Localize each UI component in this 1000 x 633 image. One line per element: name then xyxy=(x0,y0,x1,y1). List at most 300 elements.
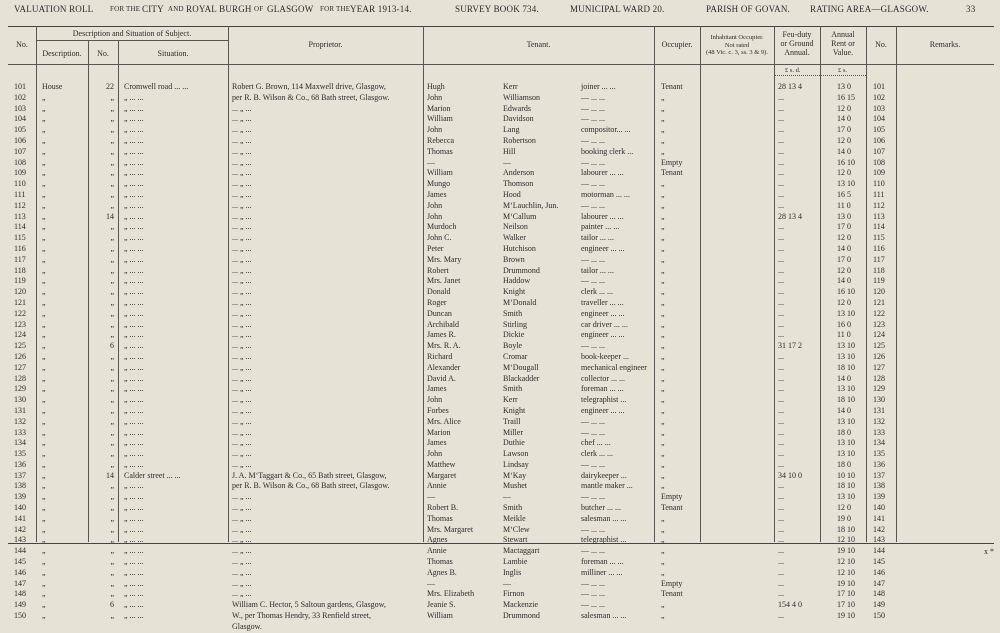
row-tenant-occupation: — ... ... xyxy=(581,578,605,588)
table-row xyxy=(0,114,1000,125)
row-number-right: 141 xyxy=(873,513,885,523)
row-tenant-surname: Duthie xyxy=(503,438,525,448)
row-house-number: „ xyxy=(110,492,114,502)
row-tenant-forename: Mrs. Alice xyxy=(427,416,461,426)
row-situation: „ ... ... xyxy=(124,168,144,178)
table-row xyxy=(0,158,1000,169)
row-number-right: 108 xyxy=(873,157,885,167)
col-header-situation: Situation. xyxy=(157,49,189,58)
row-house-number: „ xyxy=(110,222,114,232)
row-proprietor: ... „ ... xyxy=(232,459,252,469)
header-burgh: ROYAL BURGH xyxy=(186,4,252,14)
row-house-number: 22 xyxy=(106,82,114,91)
row-feu-duty: ... xyxy=(778,222,784,232)
row-house-number: „ xyxy=(110,362,114,372)
row-tenant-forename: William xyxy=(427,168,453,178)
row-annual-rent: 12 0 xyxy=(837,168,851,178)
row-proprietor: ... „ ... xyxy=(232,211,252,221)
row-occupier: „ xyxy=(661,405,665,415)
row-number: 146 xyxy=(14,567,26,577)
row-annual-rent: 12 10 xyxy=(837,567,855,577)
row-situation: „ ... ... xyxy=(124,125,144,135)
row-proprietor: ... „ ... xyxy=(232,438,252,448)
row-description: „ xyxy=(42,567,46,577)
row-description: „ xyxy=(42,405,46,415)
row-occupier: „ xyxy=(661,513,665,523)
row-tenant-surname: Knight xyxy=(503,287,526,297)
row-feu-duty: ... xyxy=(778,287,784,297)
row-number-right: 136 xyxy=(873,459,885,469)
row-occupier: „ xyxy=(661,103,665,113)
row-feu-duty: ... xyxy=(778,265,784,275)
table-row xyxy=(0,438,1000,449)
row-tenant-forename: Donald xyxy=(427,287,451,297)
row-tenant-surname: Edwards xyxy=(503,103,531,113)
table-row xyxy=(0,492,1000,503)
row-description: „ xyxy=(42,135,46,145)
row-description: „ xyxy=(42,395,46,405)
row-tenant-surname: Neilson xyxy=(503,222,528,232)
row-house-number: „ xyxy=(110,427,114,437)
table-row xyxy=(0,320,1000,331)
row-number: 138 xyxy=(14,481,26,491)
row-number-right: 145 xyxy=(873,557,885,567)
row-house-number: „ xyxy=(110,524,114,534)
row-tenant-forename: Matthew xyxy=(427,459,456,469)
row-tenant-forename: John xyxy=(427,395,443,405)
row-number-right: 146 xyxy=(873,567,885,577)
row-number: 145 xyxy=(14,557,26,567)
row-occupier: „ xyxy=(661,567,665,577)
row-tenant-occupation: — ... ... xyxy=(581,114,605,124)
row-situation: Cromwell road ... ... xyxy=(124,82,189,91)
row-tenant-forename: — xyxy=(427,578,435,588)
row-feu-duty: ... xyxy=(778,438,784,448)
row-number-right: 116 xyxy=(873,243,885,253)
row-occupier: „ xyxy=(661,125,665,135)
row-description: „ xyxy=(42,211,46,221)
row-tenant-forename: Mungo xyxy=(427,179,451,189)
row-number: 140 xyxy=(14,503,26,513)
row-feu-duty: ... xyxy=(778,125,784,135)
row-feu-duty: ... xyxy=(778,513,784,523)
row-tenant-occupation: car driver ... ... xyxy=(581,319,628,329)
row-description: „ xyxy=(42,157,46,167)
row-number: 101 xyxy=(14,82,26,91)
row-house-number: „ xyxy=(110,114,114,124)
row-tenant-occupation: — ... ... xyxy=(581,600,605,610)
row-tenant-surname: Smith xyxy=(503,384,523,394)
row-tenant-forename: Robert B. xyxy=(427,503,459,513)
table-row xyxy=(0,374,1000,385)
row-occupier: Empty xyxy=(661,578,683,588)
row-annual-rent: 13 0 xyxy=(837,211,851,221)
row-tenant-forename: James R. xyxy=(427,330,456,340)
row-number-right: 125 xyxy=(873,341,885,351)
row-situation: „ ... ... xyxy=(124,287,144,297)
row-tenant-occupation: painter ... ... xyxy=(581,222,620,232)
row-annual-rent: 13 10 xyxy=(837,416,855,426)
row-situation: „ ... ... xyxy=(124,546,144,556)
row-description: „ xyxy=(42,449,46,459)
row-feu-duty: ... xyxy=(778,114,784,124)
row-tenant-surname: Hood xyxy=(503,189,521,199)
row-occupier: „ xyxy=(661,243,665,253)
row-occupier: „ xyxy=(661,254,665,264)
row-tenant-surname: Williamson xyxy=(503,92,541,102)
row-tenant-occupation: — ... ... xyxy=(581,459,605,469)
row-description: „ xyxy=(42,546,46,556)
row-situation: „ ... ... xyxy=(124,557,144,567)
row-tenant-forename: Mrs. R. A. xyxy=(427,341,461,351)
row-feu-duty: ... xyxy=(778,103,784,113)
row-number-right: 115 xyxy=(873,233,885,243)
row-tenant-forename: Annie xyxy=(427,546,447,556)
row-house-number: „ xyxy=(110,589,114,599)
col-header-rent-line2: Rent or xyxy=(831,39,855,48)
table-row xyxy=(0,579,1000,590)
header-of: OF xyxy=(254,5,264,13)
row-proprietor: ... „ ... xyxy=(232,362,252,372)
table-row xyxy=(0,600,1000,611)
row-number: 124 xyxy=(14,330,26,340)
row-tenant-surname: Smith xyxy=(503,308,523,318)
row-house-number: „ xyxy=(110,297,114,307)
row-tenant-occupation: booking clerk ... xyxy=(581,146,634,156)
row-tenant-surname: Dickie xyxy=(503,330,525,340)
row-tenant-surname: Knight xyxy=(503,405,526,415)
row-situation: „ ... ... xyxy=(124,535,144,545)
row-proprietor: per R. B. Wilson & Co., 68 Bath street, Glasgow. xyxy=(232,92,390,102)
row-feu-duty: ... xyxy=(778,524,784,534)
row-proprietor: ... „ ... xyxy=(232,567,252,577)
table-row xyxy=(0,471,1000,482)
row-tenant-surname: Blackadder xyxy=(503,373,540,383)
row-situation: „ ... ... xyxy=(124,351,144,361)
row-tenant-occupation: labourer ... ... xyxy=(581,168,624,178)
row-description: „ xyxy=(42,470,46,480)
row-tenant-surname: Anderson xyxy=(503,168,535,178)
row-occupier: „ xyxy=(661,427,665,437)
table-row xyxy=(0,298,1000,309)
row-description: „ xyxy=(42,243,46,253)
table-row xyxy=(0,417,1000,428)
header-rule-lower xyxy=(8,64,994,65)
row-tenant-occupation: salesman ... ... xyxy=(581,611,627,621)
row-tenant-forename: Forbes xyxy=(427,405,449,415)
row-number: 103 xyxy=(14,103,26,113)
row-annual-rent: 12 0 xyxy=(837,103,851,113)
row-situation: „ ... ... xyxy=(124,341,144,351)
row-tenant-surname: Mackenzie xyxy=(503,600,539,610)
row-feu-duty: 28 13 4 xyxy=(778,211,802,221)
row-annual-rent: 12 0 xyxy=(837,265,851,275)
row-tenant-forename: James xyxy=(427,438,447,448)
row-occupier: „ xyxy=(661,146,665,156)
row-number: 133 xyxy=(14,427,26,437)
row-occupier: „ xyxy=(661,351,665,361)
row-number: 110 xyxy=(14,179,26,189)
row-situation: „ ... ... xyxy=(124,308,144,318)
row-description: „ xyxy=(42,189,46,199)
row-feu-duty: 31 17 2 xyxy=(778,341,802,351)
table-row xyxy=(0,406,1000,417)
row-situation: „ ... ... xyxy=(124,92,144,102)
row-number: 127 xyxy=(14,362,26,372)
row-house-number: 14 xyxy=(106,211,114,221)
row-tenant-forename: Margaret xyxy=(427,470,457,480)
row-tenant-forename: James xyxy=(427,384,447,394)
row-occupier: „ xyxy=(661,470,665,480)
row-feu-duty: ... xyxy=(778,135,784,145)
col-header-feu-line1: Feu-duty xyxy=(782,30,812,39)
col-header-inhabitant-line1: Inhabitant Occupier. xyxy=(710,34,764,41)
row-proprietor: ... „ ... xyxy=(232,492,252,502)
table-row xyxy=(0,93,1000,104)
row-tenant-surname: Davidson xyxy=(503,114,534,124)
row-annual-rent: 11 0 xyxy=(837,200,851,210)
table-row xyxy=(0,266,1000,277)
row-number-right: 103 xyxy=(873,103,885,113)
row-number-right: 106 xyxy=(873,135,885,145)
row-proprietor: ... „ ... xyxy=(232,114,252,124)
row-number: 105 xyxy=(14,125,26,135)
row-description: „ xyxy=(42,578,46,588)
row-situation: „ ... ... xyxy=(124,405,144,415)
row-occupier: „ xyxy=(661,319,665,329)
row-number: 130 xyxy=(14,395,26,405)
row-annual-rent: 18 10 xyxy=(837,524,855,534)
row-proprietor: ... „ ... xyxy=(232,351,252,361)
row-description: „ xyxy=(42,308,46,318)
row-annual-rent: 13 10 xyxy=(837,308,855,318)
row-description: „ xyxy=(42,92,46,102)
row-number-right: 134 xyxy=(873,438,885,448)
row-tenant-surname: Brown xyxy=(503,254,525,264)
col-header-rent-line3: Value. xyxy=(832,48,854,57)
row-proprietor: ... „ ... xyxy=(232,416,252,426)
table-row xyxy=(0,190,1000,201)
row-tenant-surname: — xyxy=(503,578,511,588)
row-occupier: „ xyxy=(661,395,665,405)
row-house-number: „ xyxy=(110,233,114,243)
row-annual-rent: 13 10 xyxy=(837,341,855,351)
row-occupier: „ xyxy=(661,449,665,459)
row-feu-duty: ... xyxy=(778,427,784,437)
row-description: „ xyxy=(42,362,46,372)
row-feu-duty: ... xyxy=(778,567,784,577)
row-feu-duty: ... xyxy=(778,578,784,588)
row-tenant-surname: M‘Kay xyxy=(503,470,527,480)
row-proprietor: per R. B. Wilson & Co., 68 Bath street, Glasgow. xyxy=(232,481,390,491)
table-row xyxy=(0,287,1000,298)
row-annual-rent: 19 0 xyxy=(837,513,851,523)
row-annual-rent: 17 0 xyxy=(837,125,851,135)
row-number-right: 142 xyxy=(873,524,885,534)
row-annual-rent: 19 10 xyxy=(837,546,855,556)
table-row xyxy=(0,535,1000,546)
row-tenant-occupation: engineer ... ... xyxy=(581,308,625,318)
row-feu-duty: ... xyxy=(778,535,784,545)
table-row xyxy=(0,395,1000,406)
row-situation: „ ... ... xyxy=(124,179,144,189)
row-feu-duty: ... xyxy=(778,254,784,264)
row-number-right: 149 xyxy=(873,600,885,610)
header-ward: MUNICIPAL WARD 20. xyxy=(570,4,665,14)
row-number-right: 135 xyxy=(873,449,885,459)
row-annual-rent: 14 0 xyxy=(837,405,851,415)
row-annual-rent: 13 10 xyxy=(837,384,855,394)
row-number-right: 140 xyxy=(873,503,885,513)
row-annual-rent: 16 10 xyxy=(837,157,855,167)
row-annual-rent: 17 10 xyxy=(837,589,855,599)
row-tenant-surname: Traill xyxy=(503,416,521,426)
row-proprietor: ... „ ... xyxy=(232,254,252,264)
row-number-right: 124 xyxy=(873,330,885,340)
row-number-right: 109 xyxy=(873,168,885,178)
table-row xyxy=(0,568,1000,579)
row-tenant-surname: M‘Lauchlin, Jun. xyxy=(503,200,559,210)
row-annual-rent: 13 10 xyxy=(837,449,855,459)
row-tenant-surname: — xyxy=(503,157,511,167)
row-tenant-occupation: clerk ... ... xyxy=(581,287,613,297)
row-house-number: „ xyxy=(110,578,114,588)
row-number: 115 xyxy=(14,233,26,243)
row-proprietor: ... „ ... xyxy=(232,222,252,232)
row-house-number: „ xyxy=(110,276,114,286)
row-description: „ xyxy=(42,492,46,502)
header-page-number: 33 xyxy=(966,4,976,14)
row-tenant-forename: Thomas xyxy=(427,513,453,523)
row-number-right: 119 xyxy=(873,276,885,286)
row-description: „ xyxy=(42,233,46,243)
col-header-no: No. xyxy=(16,40,28,49)
table-body xyxy=(0,82,1000,633)
row-situation: „ ... ... xyxy=(124,492,144,502)
row-annual-rent: 14 0 xyxy=(837,146,851,156)
row-number-right: 107 xyxy=(873,146,885,156)
row-number-right: 118 xyxy=(873,265,885,275)
row-situation: Calder street ... ... xyxy=(124,470,181,480)
row-house-number: „ xyxy=(110,243,114,253)
row-number: 120 xyxy=(14,287,26,297)
row-annual-rent: 18 0 xyxy=(837,427,851,437)
row-situation: „ ... ... xyxy=(124,330,144,340)
row-house-number: „ xyxy=(110,125,114,135)
row-proprietor: ... „ ... xyxy=(232,503,252,513)
row-proprietor: ... „ ... xyxy=(232,557,252,567)
row-proprietor: ... „ ... xyxy=(232,200,252,210)
row-number-right: 139 xyxy=(873,492,885,502)
row-house-number: „ xyxy=(110,416,114,426)
row-tenant-occupation: — ... ... xyxy=(581,179,605,189)
row-tenant-occupation: — ... ... xyxy=(581,103,605,113)
row-number: 109 xyxy=(14,168,26,178)
table-row xyxy=(0,611,1000,622)
header-and: AND xyxy=(168,5,184,13)
row-occupier: „ xyxy=(661,308,665,318)
row-tenant-surname: Lawson xyxy=(503,449,529,459)
row-description: „ xyxy=(42,481,46,491)
row-situation: „ ... ... xyxy=(124,265,144,275)
row-tenant-surname: Cromar xyxy=(503,351,528,361)
col-header-feu-line3: Annual. xyxy=(784,48,810,57)
row-tenant-surname: M‘Donald xyxy=(503,297,537,307)
col-header-description-group: Description and Situation of Subject. xyxy=(72,29,192,38)
row-situation: „ ... ... xyxy=(124,233,144,243)
row-occupier: „ xyxy=(661,535,665,545)
row-number-right: 143 xyxy=(873,535,885,545)
row-tenant-occupation: chef ... ... xyxy=(581,438,611,448)
row-tenant-occupation: foreman ... ... xyxy=(581,557,624,567)
row-feu-duty: ... xyxy=(778,189,784,199)
row-tenant-surname: Lindsay xyxy=(503,459,529,469)
row-proprietor: ... „ ... xyxy=(232,189,252,199)
row-number: 129 xyxy=(14,384,26,394)
row-description: „ xyxy=(42,125,46,135)
row-tenant-surname: M‘Callum xyxy=(503,211,537,221)
row-tenant-occupation: engineer ... ... xyxy=(581,330,625,340)
row-annual-rent: 12 0 xyxy=(837,297,851,307)
row-description: „ xyxy=(42,589,46,599)
row-occupier: „ xyxy=(661,287,665,297)
row-situation: „ ... ... xyxy=(124,513,144,523)
row-occupier: „ xyxy=(661,384,665,394)
row-tenant-forename: John xyxy=(427,200,443,210)
row-number-right: 144 xyxy=(873,546,885,556)
row-house-number: 14 xyxy=(106,470,114,480)
row-feu-duty: ... xyxy=(778,146,784,156)
row-tenant-occupation: — ... ... xyxy=(581,416,605,426)
row-house-number: „ xyxy=(110,611,114,621)
table-row xyxy=(0,460,1000,471)
table-row xyxy=(0,276,1000,287)
row-number: 112 xyxy=(14,200,26,210)
row-annual-rent: 10 10 xyxy=(837,470,855,480)
row-tenant-forename: Rebecca xyxy=(427,135,455,145)
row-occupier: „ xyxy=(661,459,665,469)
row-tenant-occupation: — ... ... xyxy=(581,492,605,502)
row-description: „ xyxy=(42,276,46,286)
row-annual-rent: 12 10 xyxy=(837,557,855,567)
table-row xyxy=(0,222,1000,233)
row-tenant-occupation: dairykeeper ... xyxy=(581,470,627,480)
row-annual-rent: 14 0 xyxy=(837,276,851,286)
row-tenant-occupation: tailor ... ... xyxy=(581,265,614,275)
row-number-right: 137 xyxy=(873,470,885,480)
header-city: CITY xyxy=(142,4,164,14)
row-description: „ xyxy=(42,557,46,567)
row-tenant-surname: Miller xyxy=(503,427,523,437)
row-occupier: „ xyxy=(661,297,665,307)
row-tenant-surname: Robertson xyxy=(503,135,536,145)
row-proprietor: ... „ ... xyxy=(232,341,252,351)
row-occupier: „ xyxy=(661,114,665,124)
row-tenant-occupation: engineer ... ... xyxy=(581,405,625,415)
row-annual-rent: 18 10 xyxy=(837,481,855,491)
col-header-occupier: Occupier. xyxy=(661,40,693,49)
row-tenant-occupation: telegraphist ... xyxy=(581,535,627,545)
row-tenant-occupation: milliner ... ... xyxy=(581,567,623,577)
row-situation: „ ... ... xyxy=(124,114,144,124)
table-row xyxy=(0,244,1000,255)
row-situation: „ ... ... xyxy=(124,395,144,405)
row-annual-rent: 17 0 xyxy=(837,254,851,264)
row-description: „ xyxy=(42,427,46,437)
row-tenant-forename: Robert xyxy=(427,265,449,275)
row-number: 111 xyxy=(14,189,26,199)
row-feu-duty: ... xyxy=(778,395,784,405)
